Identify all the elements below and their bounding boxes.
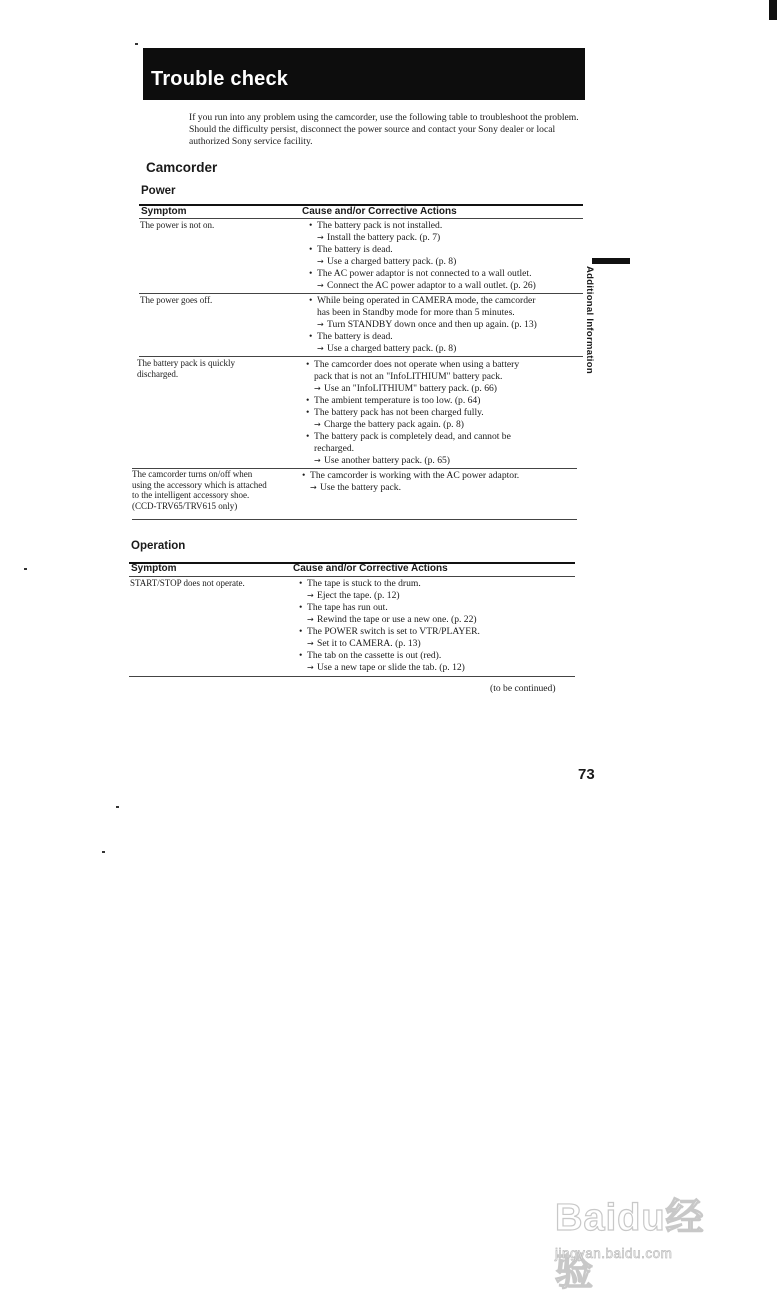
- cause-line: • The POWER switch is set to VTR/PLAYER.: [299, 626, 480, 638]
- page-number: 73: [578, 766, 595, 783]
- scan-speck: [116, 806, 119, 808]
- symptom-header: Symptom: [141, 206, 187, 217]
- table-rule: [139, 218, 583, 219]
- cause-cell: [302, 470, 519, 494]
- table-rule: [139, 356, 583, 357]
- action-line: → Use a charged battery pack. (p. 8): [309, 256, 536, 268]
- baidu-watermark: [555, 1168, 735, 1294]
- page-title: Trouble check: [151, 68, 289, 90]
- page-edge-mark: [769, 0, 777, 20]
- scan-speck: [24, 568, 27, 570]
- action-line: → Turn STANDBY down once and then up again. (p. 13): [309, 319, 537, 331]
- symptom-line: The camcorder turns on/off when: [132, 469, 253, 479]
- action-line: → Use the battery pack.: [302, 482, 519, 494]
- symptom-line: using the accessory which is attached: [132, 479, 267, 490]
- action-line: → Charge the battery pack again. (p. 8): [306, 419, 519, 431]
- subheading-power: Power: [141, 185, 176, 197]
- power-table: [132, 204, 583, 522]
- symptom-line: The battery pack is quickly: [137, 358, 235, 368]
- action-line: → Rewind the tape or use a new one. (p. 22): [299, 614, 480, 626]
- cause-line: • While being operated in CAMERA mode, the camcorder: [309, 295, 537, 307]
- cause-line: • The camcorder is working with the AC power adaptor.: [302, 470, 519, 482]
- symptom-cell: [132, 469, 267, 511]
- cause-line: • The battery is dead.: [309, 331, 537, 343]
- table-rule: [129, 676, 575, 677]
- cause-line: has been in Standby mode for more than 5 minutes.: [317, 307, 515, 318]
- action-line: → Set it to CAMERA. (p. 13): [299, 638, 480, 650]
- cause-cell: [309, 295, 537, 355]
- symptom-cell: The power is not on.: [140, 220, 215, 230]
- side-index-tab: [592, 258, 630, 264]
- cause-line: pack that is not an "InfoLITHIUM" battery pack.: [314, 371, 503, 382]
- cause-line: • The AC power adaptor is not connected to a wall outlet.: [309, 268, 536, 280]
- action-line: → Use a charged battery pack. (p. 8): [309, 343, 537, 355]
- operation-table: [129, 562, 575, 682]
- cause-line: • The ambient temperature is too low. (p. 64): [306, 395, 519, 407]
- cause-line: • The camcorder does not operate when using a battery: [306, 359, 519, 371]
- action-line: → Use an "InfoLITHIUM" battery pack. (p. 66): [306, 383, 519, 395]
- cause-header: Cause and/or Corrective Actions: [293, 563, 448, 574]
- table-rule: [129, 576, 575, 577]
- action-line: → Install the battery pack. (p. 7): [309, 232, 536, 244]
- symptom-cell: The power goes off.: [140, 295, 213, 305]
- cause-header: Cause and/or Corrective Actions: [302, 206, 457, 217]
- cause-cell: [306, 359, 519, 467]
- scan-speck: [102, 851, 105, 853]
- table-rule: [139, 293, 583, 294]
- action-line: → Eject the tape. (p. 12): [299, 590, 480, 602]
- watermark-logo: Baidu经验: [555, 1197, 705, 1294]
- cause-line: • The battery pack is not installed.: [309, 220, 536, 232]
- section-heading-camcorder: Camcorder: [146, 160, 218, 175]
- cause-line: • The tab on the cassette is out (red).: [299, 650, 480, 662]
- cause-cell: [309, 220, 536, 292]
- scan-speck: [135, 43, 138, 45]
- symptom-header: Symptom: [131, 563, 177, 574]
- action-line: → Use a new tape or slide the tab. (p. 12): [299, 662, 480, 674]
- cause-line: • The battery pack has not been charged fully.: [306, 407, 519, 419]
- symptom-cell: START/STOP does not operate.: [130, 578, 245, 588]
- side-index-label: Additional Information: [584, 266, 595, 374]
- cause-line: recharged.: [314, 443, 355, 454]
- cause-line: • The battery pack is completely dead, and cannot be: [306, 431, 519, 443]
- watermark-url: jingyan.baidu.com: [555, 1246, 673, 1261]
- symptom-line: (CCD-TRV65/TRV615 only): [132, 500, 238, 511]
- symptom-line: discharged.: [137, 368, 179, 379]
- intro-paragraph: If you run into any problem using the camcorder, use the following table to troubleshoot the problem. Should the difficulty persist, disconnect the power source and contact your Sony dealer or local authorized Sony service facility.: [189, 112, 579, 147]
- title-bar: [143, 48, 585, 100]
- cause-line: • The tape is stuck to the drum.: [299, 578, 480, 590]
- subheading-operation: Operation: [131, 540, 186, 552]
- cause-line: • The tape has run out.: [299, 602, 480, 614]
- continued-note: (to be continued): [490, 683, 556, 694]
- symptom-line: to the intelligent accessory shoe.: [132, 490, 250, 500]
- action-line: → Use another battery pack. (p. 65): [306, 455, 519, 467]
- cause-cell: [299, 578, 480, 674]
- table-rule: [132, 519, 577, 520]
- symptom-cell: [137, 358, 235, 379]
- action-line: → Connect the AC power adaptor to a wall outlet. (p. 26): [309, 280, 536, 292]
- cause-line: • The battery is dead.: [309, 244, 536, 256]
